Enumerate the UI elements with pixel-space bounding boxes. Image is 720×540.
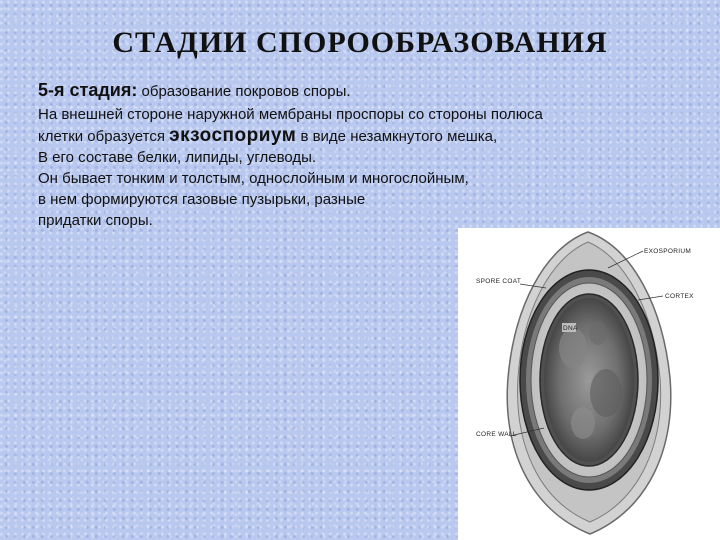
dna-label: DNA [563, 325, 578, 332]
text-line-2: На внешней стороне наружной мембраны проспоры со стороны полюса [38, 106, 543, 123]
core-wall-label: CORE WALL [476, 431, 517, 438]
text-line-5: Он бывает тонким и толстым, однослойным и многослойным, [38, 170, 469, 187]
spore-core [544, 298, 634, 462]
text-line-4: В его составе белки, липиды, углеводы. [38, 149, 317, 166]
line3-end: в виде незамкнутого мешка, [296, 128, 498, 145]
stage-text: образование покровов споры. [137, 83, 351, 100]
text-line-7: придатки споры. [38, 212, 153, 229]
text-block [38, 78, 698, 231]
text-line-1 [38, 78, 698, 104]
text-line-3 [38, 125, 698, 147]
line3-start: клетки образуется [38, 128, 170, 145]
cortex-label: CORTEX [665, 293, 694, 300]
exosporium-label: EXOSPORIUM [644, 248, 692, 255]
spore-micrograph [458, 228, 720, 540]
slide-title: СТАДИИ СПОРООБРАЗОВАНИЯ [112, 26, 608, 59]
exosporium-term: экзоспориум [169, 125, 297, 146]
stage-label: 5-я стадия: [38, 80, 138, 100]
spore-coat-label: SPORE COAT [476, 278, 522, 285]
text-line-6: в нем формируются газовые пузырьки, разные [38, 191, 366, 208]
spore-diagram [458, 228, 720, 540]
